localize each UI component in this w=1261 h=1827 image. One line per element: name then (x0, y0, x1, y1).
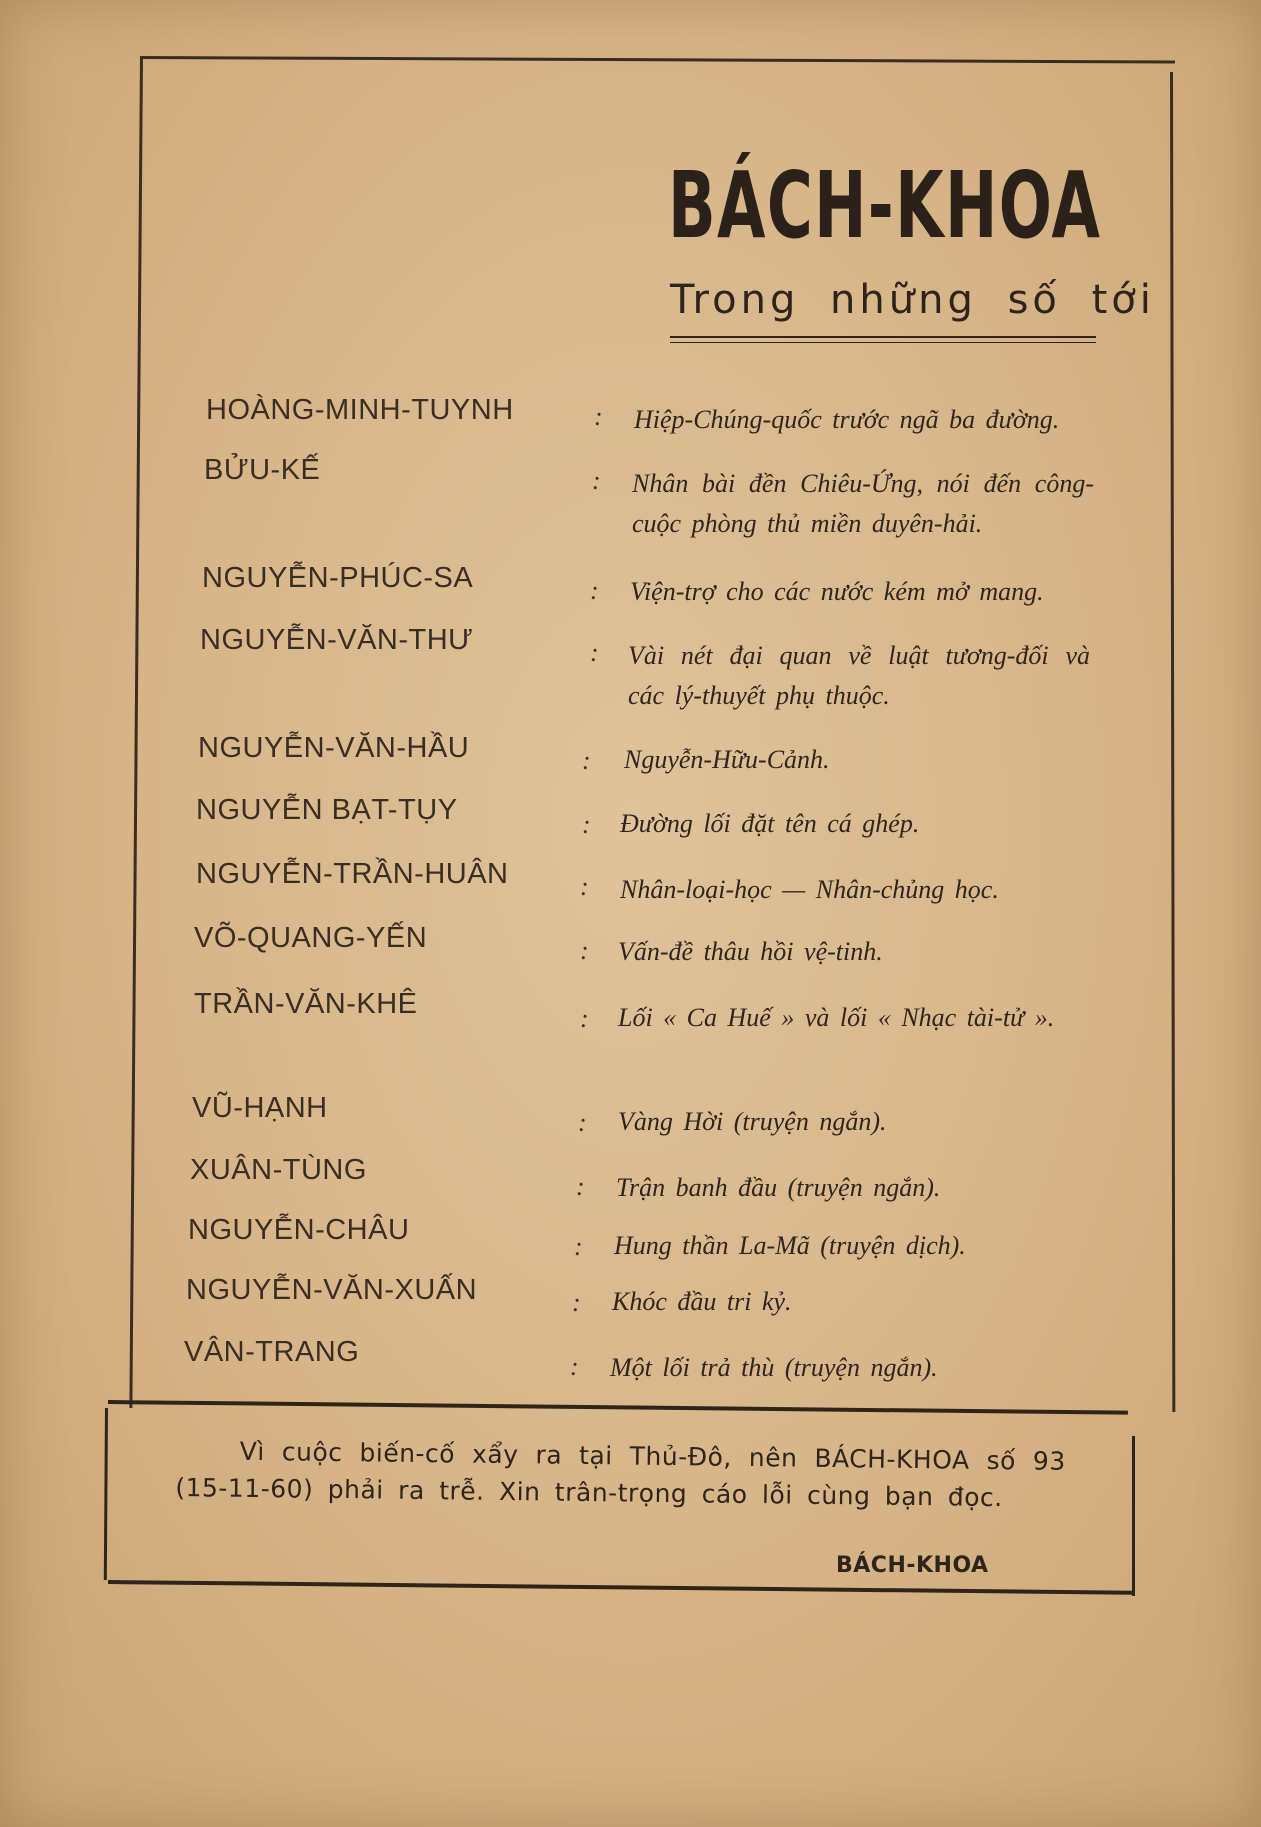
toc-author: VÕ-QUANG-YẾN (194, 922, 428, 954)
toc-title: Vàng Hời (truyện ngắn). (618, 1107, 887, 1136)
toc-author: NGUYỄN-TRẦN-HUÂN (196, 858, 509, 890)
toc-title: Lối « Ca Huế » và lối « Nhạc tài-tử ». (618, 1003, 1055, 1032)
toc-separator: : (594, 402, 603, 431)
toc-title: Đường lối đặt tên cá ghép. (620, 809, 920, 838)
toc-title: Vài nét đại quan về luật tương-đối và các lý-thuyết phụ thuộc. (628, 641, 1090, 710)
masthead-subtitle: Trong những số tới (670, 277, 1155, 323)
toc-separator: : (580, 1004, 589, 1033)
toc-title: Viện-trợ cho các nước kém mở mang. (630, 577, 1044, 606)
toc-separator: : (570, 1352, 579, 1381)
toc-author: XUÂN-TÙNG (190, 1154, 367, 1186)
toc-title: Nhân bài đền Chiêu-Ứng, nói đến công-cuộc phòng thủ miền duyên-hải. (632, 469, 1094, 538)
toc-author: TRẦN-VĂN-KHÊ (194, 988, 418, 1020)
notice-text: Vì cuộc biến-cố xẩy ra tại Thủ-Đô, nên BÁCH-KHOA số 93 (15-11-60) phải ra trễ. Xin trân-trọng cáo lỗi cùng bạn đọc. (175, 1436, 1066, 1513)
toc-title: Một lối trả thù (truyện ngắn). (610, 1353, 938, 1382)
toc-separator: : (582, 746, 591, 775)
toc-separator: : (572, 1288, 581, 1317)
toc-title: Trận banh đầu (truyện ngắn). (616, 1173, 941, 1202)
toc-separator: : (582, 810, 591, 839)
toc-title: Hiệp-Chúng-quốc trước ngã ba đường. (634, 405, 1060, 434)
toc-separator: : (590, 576, 599, 605)
notice-left-rule (104, 1408, 108, 1580)
toc-title: Hung thần La-Mã (truyện dịch). (614, 1231, 966, 1260)
toc-author: BỬU-KẾ (204, 454, 321, 486)
toc-author: NGUYỄN BẠT-TỤY (196, 794, 458, 826)
toc-title: Nhân-loại-học — Nhân-chủng học. (620, 875, 999, 904)
toc-separator: : (580, 936, 589, 965)
toc-separator: : (580, 872, 589, 901)
notice-right-rule (1132, 1436, 1135, 1596)
toc-title: Vấn-đề thâu hồi vệ-tinh. (618, 937, 883, 966)
toc-separator: : (578, 1108, 587, 1137)
toc-separator: : (574, 1232, 583, 1261)
toc-title: Khóc đầu tri kỷ. (612, 1287, 792, 1316)
toc-author: HOÀNG-MINH-TUYNH (206, 394, 514, 426)
toc-separator: : (592, 466, 601, 495)
toc-separator: : (576, 1172, 585, 1201)
toc-author: VŨ-HẠNH (192, 1092, 328, 1124)
toc-author: NGUYỄN-PHÚC-SA (202, 562, 474, 594)
notice-signature: BÁCH-KHOA (836, 1553, 989, 1578)
toc-author: VÂN-TRANG (184, 1336, 360, 1368)
toc-author: NGUYỄN-CHÂU (188, 1214, 410, 1246)
masthead-title: BÁCH-KHOA (668, 152, 1102, 259)
frame-bottom-rule (108, 1400, 1128, 1415)
toc-author: NGUYỄN-VĂN-HẦU (198, 732, 470, 764)
toc-separator: : (590, 638, 599, 667)
toc-title: Nguyễn-Hữu-Cảnh. (624, 745, 830, 774)
notice-bottom-rule (108, 1580, 1133, 1595)
toc-author: NGUYỄN-VĂN-THƯ (200, 624, 474, 656)
toc-author: NGUYỄN-VĂN-XUẤN (186, 1274, 478, 1306)
